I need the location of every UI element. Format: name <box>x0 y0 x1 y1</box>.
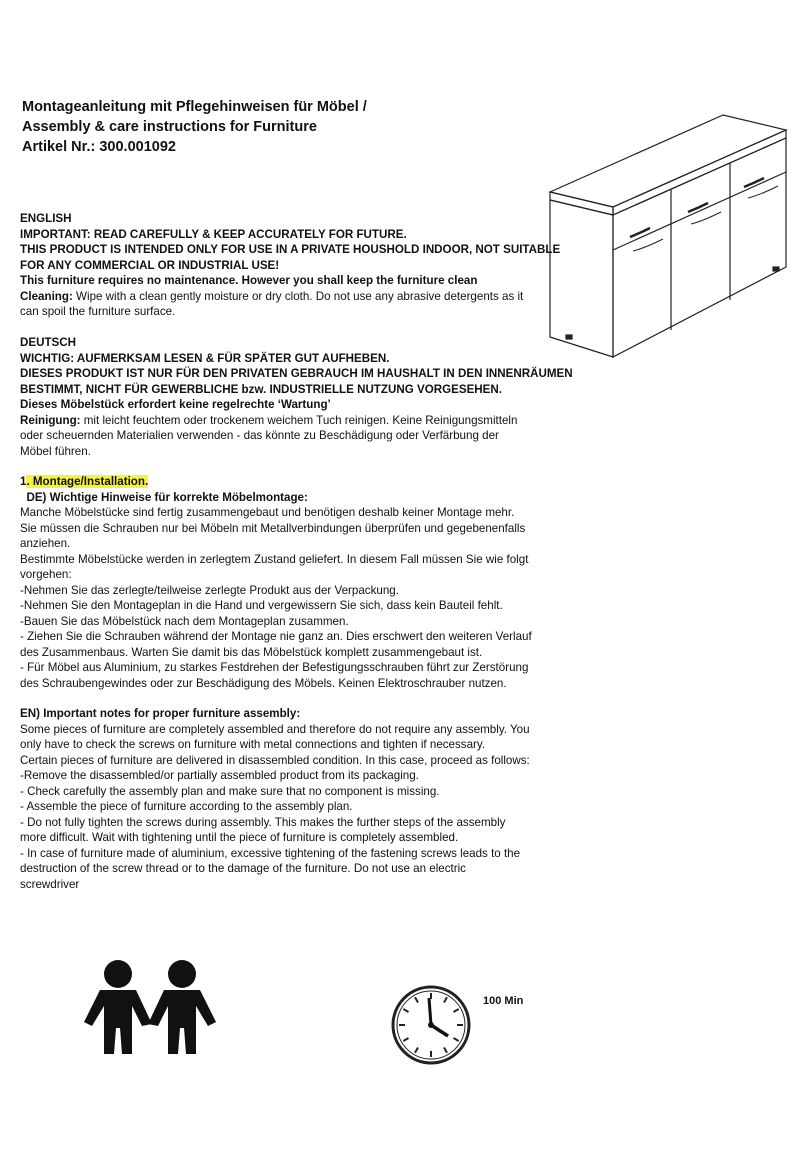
deutsch-reinigung-cont2: Möbel führen. <box>20 444 91 458</box>
cleaning-label: Cleaning: <box>20 289 73 303</box>
english-private-use: THIS PRODUCT IS INTENDED ONLY FOR USE IN A PRIVATE HOUSHOLD INDOOR, NOT SUITABLE <box>20 243 561 256</box>
en-lines <box>20 722 540 893</box>
deutsch-wartung: Dieses Möbelstück erfordert keine regelrechte ‘Wartung’ <box>20 398 331 411</box>
en-line: -Remove the disassembled/or partially assembled product from its packaging. <box>20 769 419 782</box>
section-title: . Montage/Installation. <box>26 475 149 488</box>
english-private-use-cont: FOR ANY COMMERCIAL OR INDUSTRIAL USE! <box>20 258 280 272</box>
en-line: only have to check the screws on furniture with metal connections and tighten if necessary. <box>20 738 486 751</box>
en-line: more difficult. Wait with tightening until the piece of furniture is completely assembled. <box>20 831 459 844</box>
en-line: - Assemble the piece of furniture according to the assembly plan. <box>20 800 353 813</box>
section-number: 1 <box>20 475 27 488</box>
english-cleaning-cont: can spoil the furniture surface. <box>20 305 176 318</box>
de-line: Bestimmte Möbelstücke werden in zerlegtem Zustand geliefert. In diesem Fall müssen Sie wie folgt <box>20 552 529 566</box>
article-number: Artikel Nr.: 300.001092 <box>22 139 176 155</box>
montage-section <box>20 474 540 892</box>
title-line-2: Assembly & care instructions for Furniture <box>22 119 317 135</box>
en-line: - Check carefully the assembly plan and make sure that no component is missing. <box>20 784 440 798</box>
english-cleaning <box>20 289 540 305</box>
english-heading: ENGLISH <box>20 212 72 225</box>
title-line-1: Montageanleitung mit Pflegehinweisen für Möbel / <box>22 99 367 115</box>
en-heading: EN) Important notes for proper furniture assembly: <box>20 707 301 720</box>
deutsch-section <box>20 335 573 459</box>
de-lines <box>20 505 540 691</box>
sideboard-illustration <box>548 112 788 362</box>
assembly-time-label: 100 Min <box>483 995 524 1007</box>
english-maintenance: This furniture requires no maintenance. However you shall keep the furniture clean <box>20 274 478 287</box>
section-heading <box>20 474 540 490</box>
de-line: -Nehmen Sie den Montageplan in die Hand und vergewissern Sie sich, dass kein Bauteil fehlt. <box>20 599 503 612</box>
deutsch-heading: DEUTSCH <box>20 336 77 349</box>
deutsch-wichtig: WICHTIG: AUFMERKSAM LESEN & FÜR SPÄTER GUT AUFHEBEN. <box>20 351 390 365</box>
two-persons-icon <box>82 956 232 1056</box>
de-line: Sie müssen die Schrauben nur bei Möbeln mit Metallverbindungen überprüfen und gegebenenfalls <box>20 521 526 535</box>
deutsch-privat-cont: BESTIMMT, NICHT FÜR GEWERBLICHE bzw. INDUSTRIELLE NUTZUNG VORGESEHEN. <box>20 382 503 396</box>
de-line: Manche Möbelstücke sind fertig zusammengebaut und benötigen deshalb keiner Montage mehr. <box>20 506 515 519</box>
de-line: des Zusammenbaus. Warten Sie damit bis das Möbelstück komplett zusammengebaut ist. <box>20 645 483 659</box>
reinigung-label: Reinigung: <box>20 413 81 427</box>
deutsch-reinigung-cont: oder scheuernden Materialien verwenden - das könnte zu Beschädigung oder Verfärbung der <box>20 429 499 442</box>
de-line: - Ziehen Sie die Schrauben während der Montage nie ganz an. Dies erschwert den weiteren Verlauf <box>20 630 532 643</box>
de-line: anziehen. <box>20 537 71 550</box>
deutsch-privat: DIESES PRODUKT IST NUR FÜR DEN PRIVATEN GEBRAUCH IM HAUSHALT IN DEN INNENRÄUMEN <box>20 367 573 380</box>
de-line: des Schraubengewindes oder zur Beschädigung des Möbels. Keinen Elektroschrauber nutzen. <box>20 676 507 690</box>
en-line: - In case of furniture made of aluminium, excessive tightening of the fastening screws leads to the <box>20 846 521 860</box>
en-line: Some pieces of furniture are completely assembled and therefore do not require any assembly. You <box>20 722 530 736</box>
cleaning-text: Wipe with a clean gently moisture or dry cloth. Do not use any abrasive detergents as it <box>72 289 524 303</box>
english-section <box>20 211 561 320</box>
de-line: - Für Möbel aus Aluminium, zu starkes Festdrehen der Befestigungsschrauben führt zur Zerstörung <box>20 661 529 674</box>
en-line: screwdriver <box>20 877 80 891</box>
de-line: -Nehmen Sie das zerlegte/teilweise zerlegte Produkt aus der Verpackung. <box>20 583 399 597</box>
de-heading: DE) Wichtige Hinweise für korrekte Möbelmontage: <box>20 490 308 504</box>
reinigung-text: mit leicht feuchtem oder trockenem weichem Tuch reinigen. Keine Reinigungsmitteln <box>80 413 518 427</box>
en-line: - Do not fully tighten the screws during assembly. This makes the further steps of the assembly <box>20 815 506 829</box>
de-line: vorgehen: <box>20 568 72 581</box>
document-title <box>22 97 367 157</box>
clock-icon <box>390 984 472 1066</box>
english-important: IMPORTANT: READ CAREFULLY & KEEP ACCURATELY FOR FUTURE. <box>20 227 407 241</box>
en-line: Certain pieces of furniture are delivered in disassembled condition. In this case, proceed as follows: <box>20 753 530 767</box>
deutsch-reinigung <box>20 413 540 429</box>
de-line: -Bauen Sie das Möbelstück nach dem Montageplan zusammen. <box>20 614 349 628</box>
en-line: destruction of the screw thread or to the damage of the furniture. Do not use an electric <box>20 862 466 875</box>
